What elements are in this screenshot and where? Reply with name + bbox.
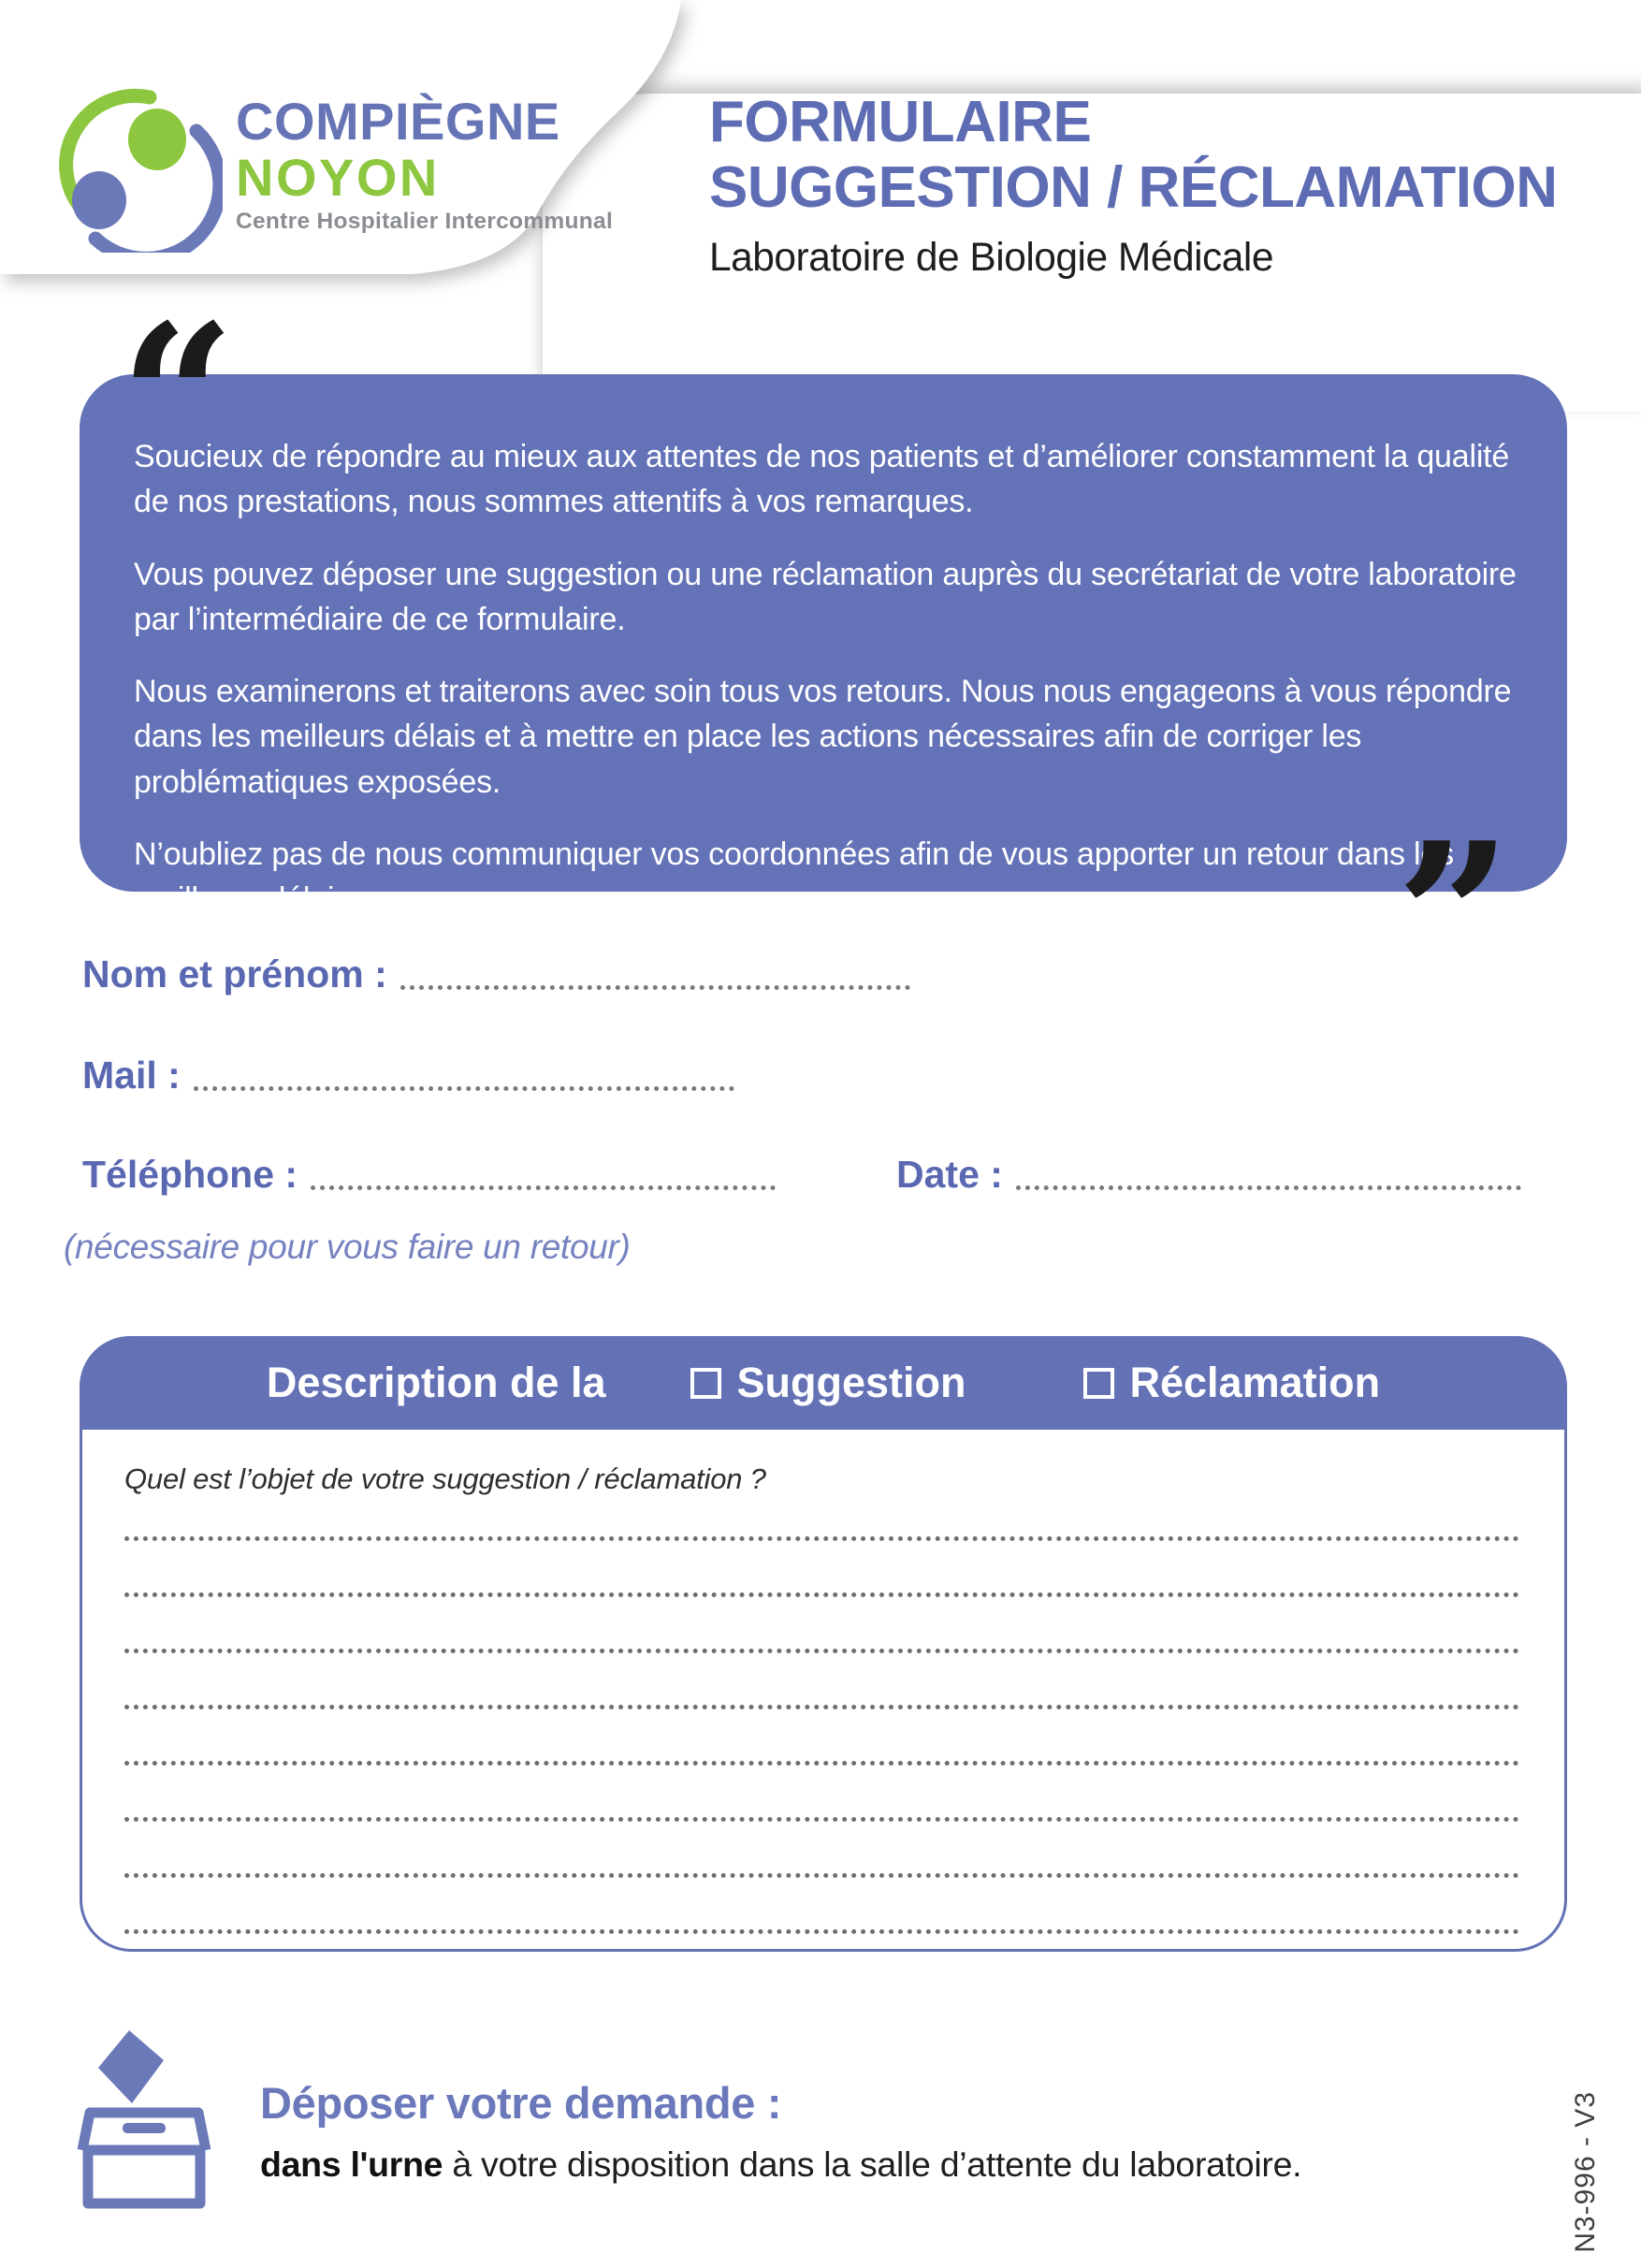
checkbox-suggestion[interactable]: [690, 1368, 721, 1399]
name-field-row: [82, 952, 910, 996]
deposit-instruction-rest: à votre disposition dans la salle d’attente du laboratoire.: [443, 2144, 1302, 2184]
title-subtitle: Laboratoire de Biologie Médicale: [709, 236, 1274, 281]
intro-quote-box: [80, 374, 1567, 918]
name-input-line[interactable]: [400, 985, 910, 990]
date-field-row: [896, 1153, 1521, 1197]
checkbox-reclamation[interactable]: [1083, 1368, 1114, 1399]
hospital-logo: [54, 86, 613, 253]
logo-swirl-icon: [54, 86, 223, 253]
phone-field-row: [82, 1153, 776, 1197]
description-box-header: [80, 1336, 1567, 1430]
description-write-line[interactable]: [124, 1649, 1519, 1653]
description-lines: [124, 1536, 1519, 1934]
phone-field-label: Téléphone :: [82, 1153, 298, 1196]
deposit-title: Déposer votre demande :: [260, 2078, 782, 2128]
suggestion-option: [690, 1359, 966, 1407]
document-reference: N3-996 - V3: [1570, 2091, 1601, 2253]
name-field-label: Nom et prénom :: [82, 952, 387, 996]
logo-city-compiegne: COMPIÈGNE: [236, 92, 560, 151]
phone-input-line[interactable]: [311, 1185, 776, 1190]
description-write-line[interactable]: [124, 1536, 1519, 1541]
mail-field-label: Mail :: [82, 1054, 181, 1097]
open-quote-icon: “: [120, 280, 236, 516]
date-input-line[interactable]: [1016, 1185, 1521, 1190]
close-quote-icon: ”: [1396, 798, 1512, 1035]
intro-paragraph: N’oubliez pas de nous communiquer vos coordonnées afin de vous apporter un retour dans les meilleurs délais.: [134, 836, 1454, 918]
title-line-2: SUGGESTION / RÉCLAMATION: [709, 155, 1558, 221]
description-body: [82, 1432, 1564, 1934]
phone-note: (nécessaire pour vous faire un retour): [64, 1228, 631, 1266]
intro-paragraph: Nous examinerons et traiterons avec soin tous vos retours. Nous nous engageons à vous répondre dans les meilleurs délais et à mettre en place les actions nécessaires afin de corriger les problématiques exposées.: [134, 674, 1512, 800]
mail-input-line[interactable]: [194, 1086, 734, 1091]
description-write-line[interactable]: [124, 1817, 1519, 1822]
deposit-instruction: [260, 2144, 1301, 2185]
reclamation-option-label: Réclamation: [1129, 1359, 1381, 1406]
description-question: Quel est l’objet de votre suggestion / réclamation ?: [124, 1462, 766, 1495]
reclamation-option: [1083, 1359, 1381, 1407]
deposit-instruction-bold: dans l'urne: [260, 2144, 443, 2184]
description-header-label: Description de la: [266, 1359, 606, 1406]
intro-paragraph: Soucieux de répondre au mieux aux attentes de nos patients et d’améliorer constamment la qualité de nos prestations, nous sommes attentifs à vos remarques.: [134, 439, 1510, 520]
logo-city-noyon: NOYON: [236, 148, 440, 207]
mail-field-row: [82, 1054, 734, 1098]
description-write-line[interactable]: [124, 1761, 1519, 1766]
description-write-line[interactable]: [124, 1873, 1519, 1878]
title-line-1: FORMULAIRE: [709, 90, 1092, 154]
intro-paragraph: Vous pouvez déposer une suggestion ou une réclamation auprès du secrétariat de votre laboratoire par l’intermédiaire de ce formulaire.: [134, 556, 1517, 637]
description-box: [80, 1336, 1567, 1952]
description-write-line[interactable]: [124, 1929, 1519, 1934]
description-write-line[interactable]: [124, 1592, 1519, 1597]
suggestion-option-label: Suggestion: [736, 1359, 966, 1406]
logo-subtitle: Centre Hospitalier Intercommunal: [236, 209, 614, 234]
date-field-label: Date :: [896, 1153, 1003, 1196]
description-write-line[interactable]: [124, 1705, 1519, 1709]
document-title: [709, 90, 1558, 281]
ballot-box-icon: [73, 2028, 215, 2210]
